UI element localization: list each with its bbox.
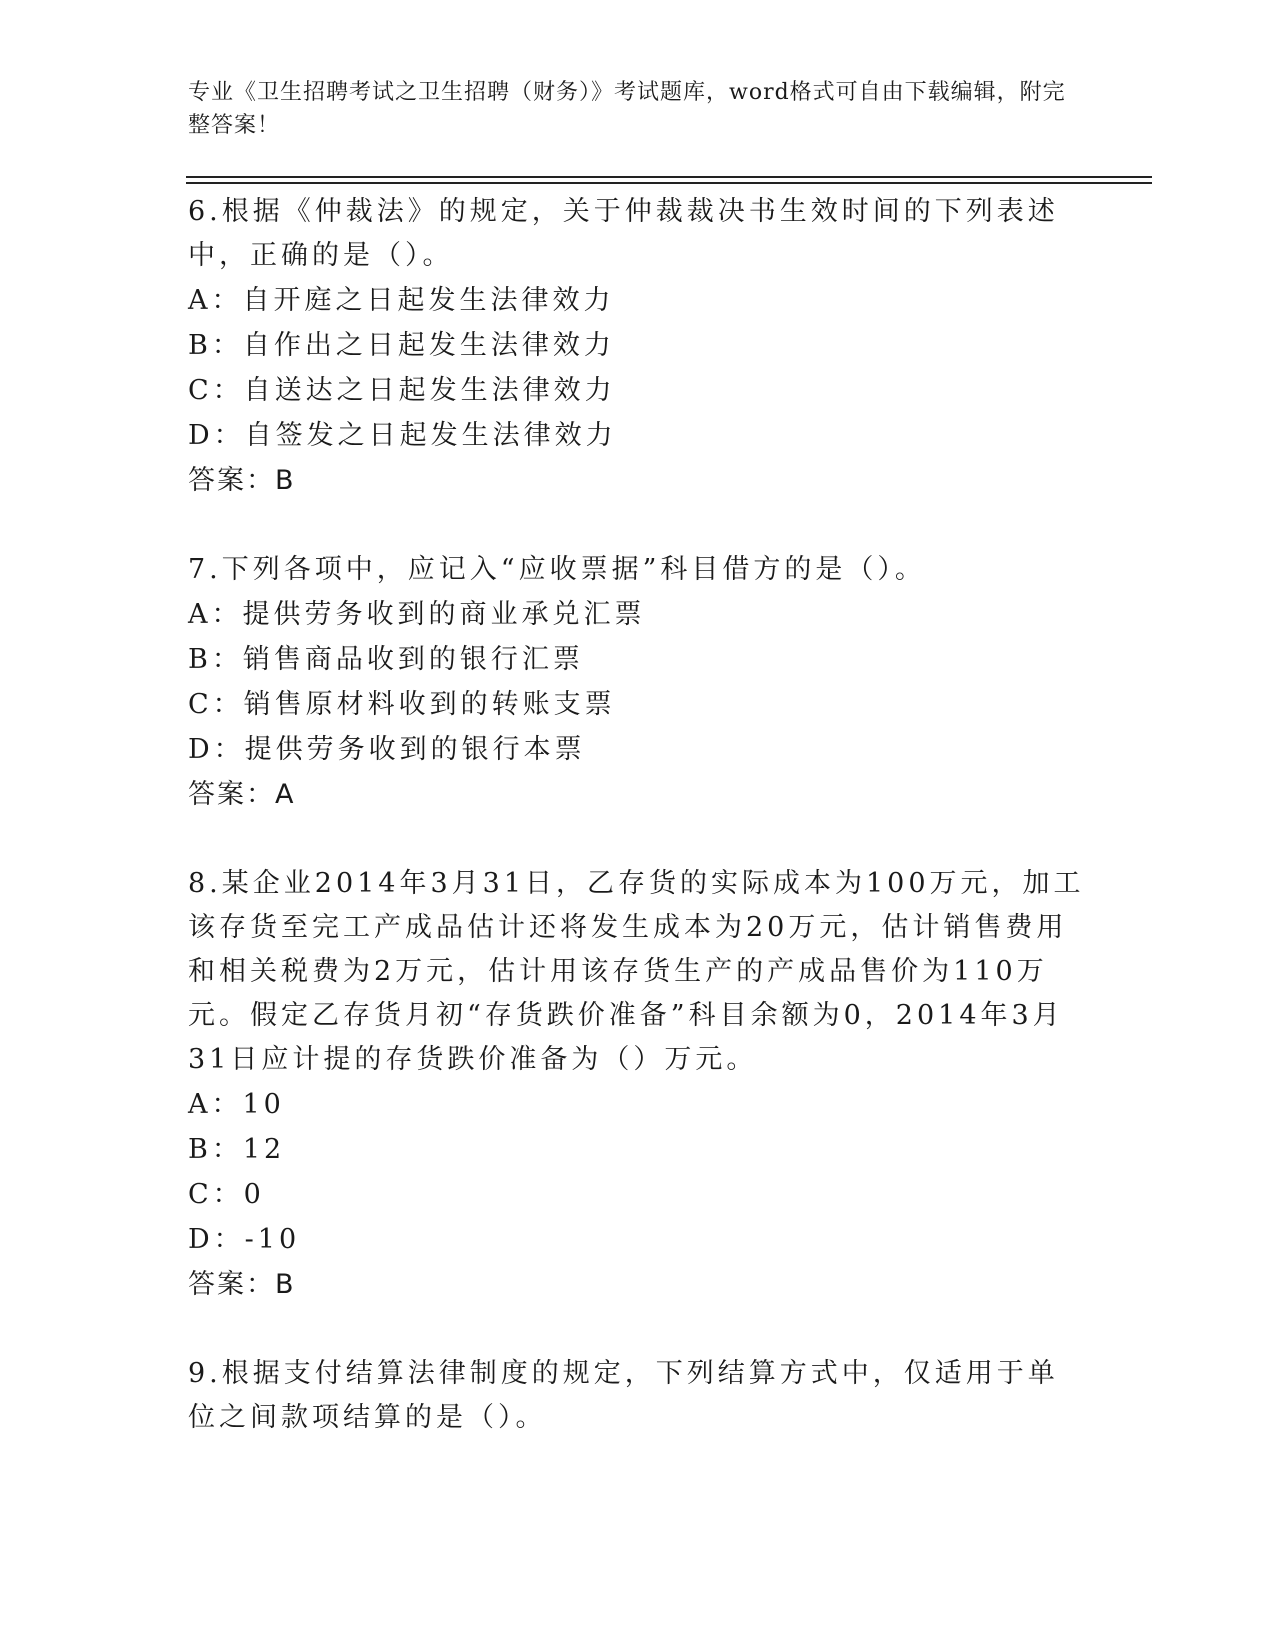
header-divider-top <box>186 176 1152 178</box>
answer-line <box>188 1262 1088 1307</box>
answer-line <box>188 458 1088 503</box>
option-d: D：提供劳务收到的银行本票 <box>188 734 586 765</box>
question-7 <box>188 548 1088 817</box>
question-8 <box>188 862 1088 1307</box>
question-text: 6.根据《仲裁法》的规定，关于仲裁裁决书生效时间的下列表述中，正确的是（）。 <box>188 196 1059 271</box>
option-a: A：自开庭之日起发生法律效力 <box>188 285 615 316</box>
option-d: D：自签发之日起发生法律效力 <box>188 420 617 451</box>
question-9 <box>188 1352 1088 1440</box>
option-b: B：12 <box>188 1134 286 1165</box>
header-divider-bottom <box>186 182 1152 184</box>
option-c: C：销售原材料收到的转账支票 <box>188 689 616 720</box>
answer-value: A <box>275 779 294 810</box>
answer-value: B <box>275 1269 294 1300</box>
answer-value: B <box>275 465 294 496</box>
question-text: 7.下列各项中，应记入“应收票据”科目借方的是（）。 <box>188 554 926 585</box>
option-b: B：自作出之日起发生法律效力 <box>188 330 615 361</box>
option-b: B：销售商品收到的银行汇票 <box>188 644 584 675</box>
option-c: C：自送达之日起发生法律效力 <box>188 375 616 406</box>
answer-label: 答案： <box>188 779 275 810</box>
option-a: A：提供劳务收到的商业承兑汇票 <box>188 599 646 630</box>
option-a: A：10 <box>188 1089 285 1120</box>
question-text: 8.某企业2014年3月31日，乙存货的实际成本为100万元，加工该存货至完工产成品估计还将发生成本为20万元，估计销售费用和相关税费为2万元，估计用该存货生产的产成品售价为110万元。假定乙存货月初“存货跌价准备”科目余额为0，2014年3月31日应计提的存货跌价准备为（）万元。 <box>188 868 1085 1075</box>
question-6 <box>188 190 1088 503</box>
answer-line <box>188 772 1088 817</box>
question-list <box>188 190 1088 1485</box>
answer-label: 答案： <box>188 1269 275 1300</box>
question-text: 9.根据支付结算法律制度的规定，下列结算方式中，仅适用于单位之间款项结算的是（）。 <box>188 1358 1059 1433</box>
option-d: D：-10 <box>188 1224 301 1255</box>
answer-label: 答案： <box>188 465 275 496</box>
document-header: 专业《卫生招聘考试之卫生招聘（财务）》考试题库，word格式可自由下载编辑，附完整答案！ <box>188 80 1066 138</box>
option-c: C：0 <box>188 1179 265 1210</box>
